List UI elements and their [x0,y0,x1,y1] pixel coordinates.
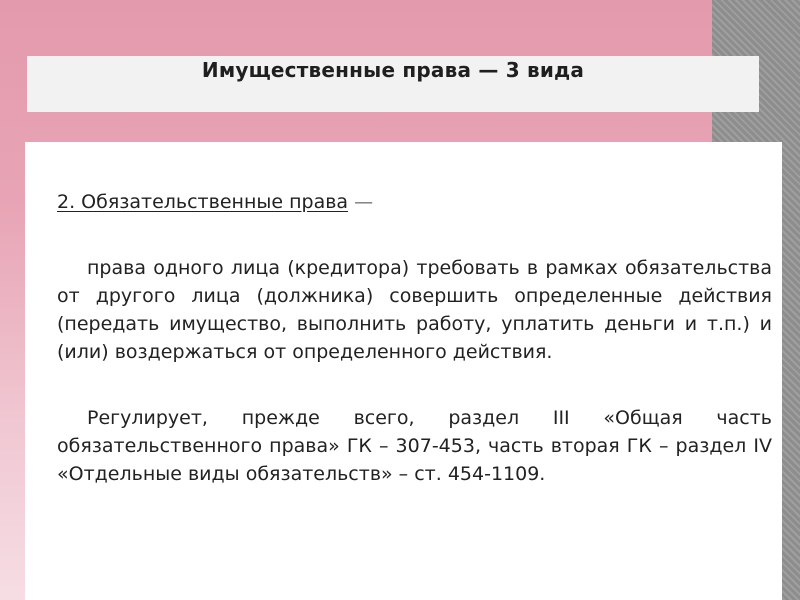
heading-line [57,188,772,216]
slide-title: Имущественные права — 3 вида [201,58,585,82]
title-bar [27,56,759,112]
content-panel [25,142,782,600]
definition-paragraph: права одного лица (кредитора) требовать в рамках обязательства от другого лица (должника) совершить определенные действия (передать имущество, выполнить работу, уплатить деньги и т.п.) и (или) воздержаться от определенного действия. [57,257,772,363]
regulation-paragraph: Регулирует, прежде всего, раздел III «Общая часть обязательственного права» ГК – 307-453, часть вторая ГК – раздел IV «Отдельные виды обязательств» – ст. 454-1109. [57,407,772,485]
heading-dash: — [348,191,374,213]
section-heading: 2. Обязательственные права [57,191,349,213]
